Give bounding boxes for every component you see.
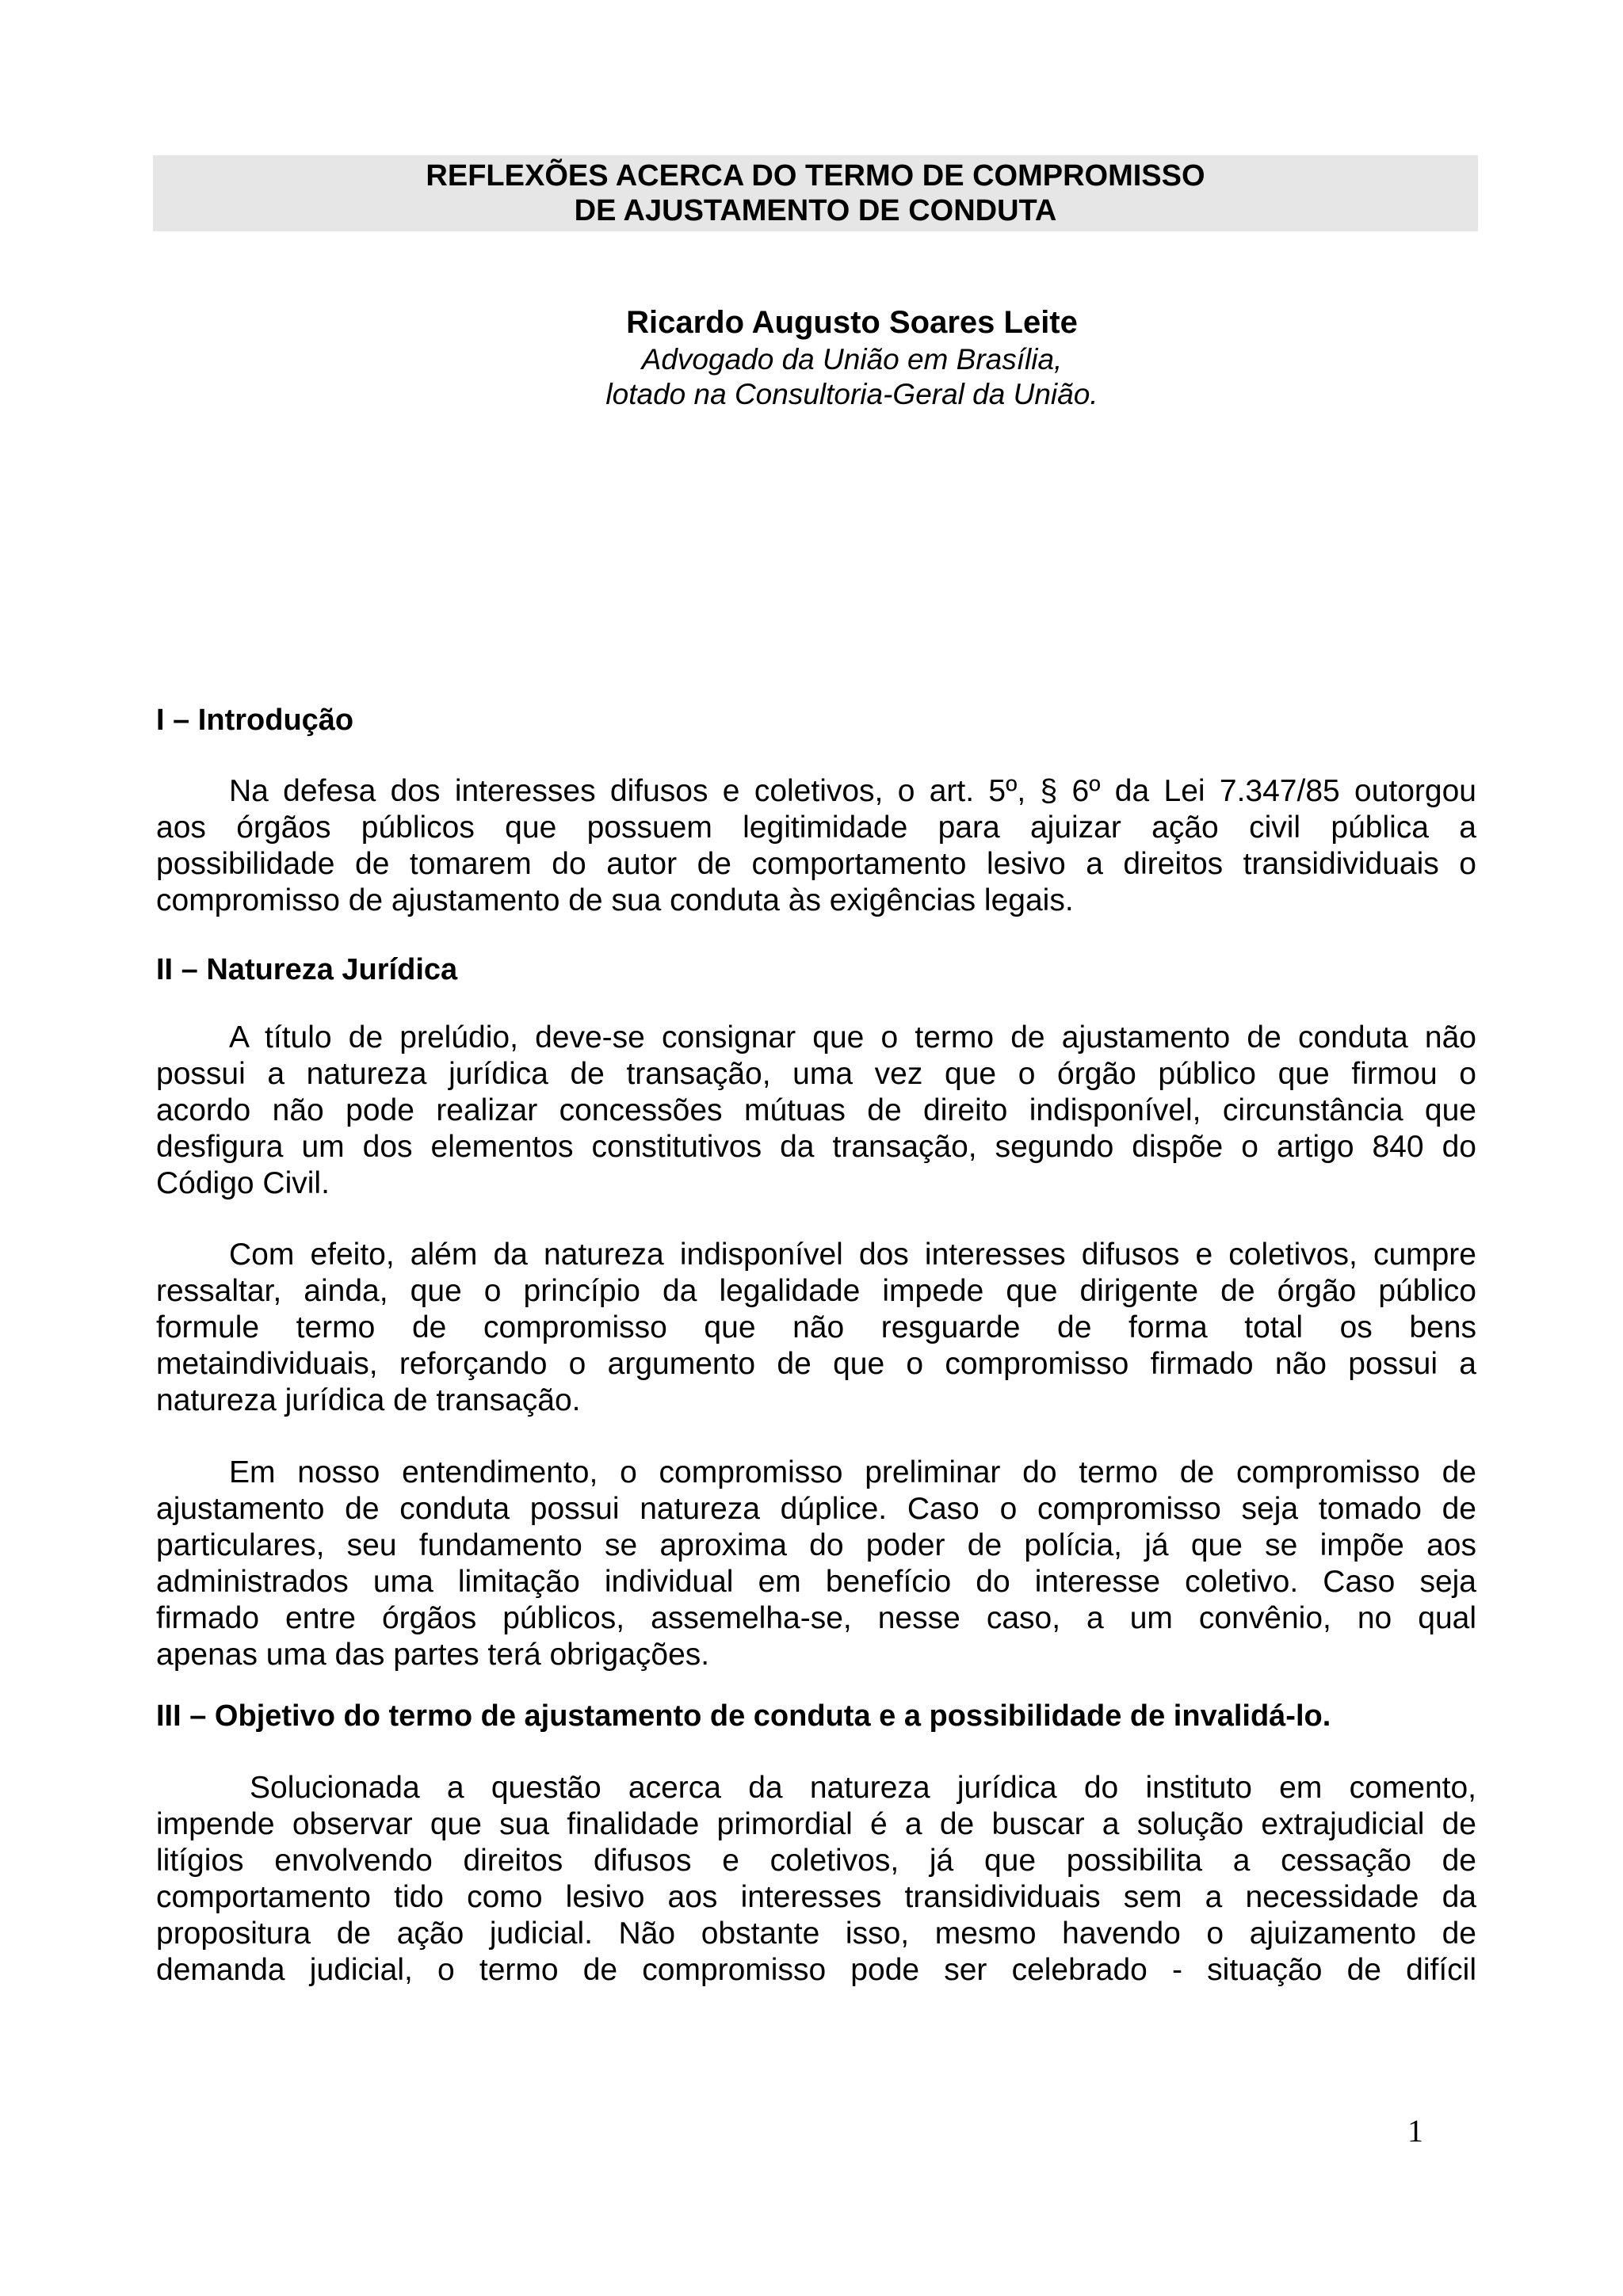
text-line: A título de prelúdio, deve-se consignar que o termo de ajustamento de conduta não — [229, 1020, 1476, 1055]
text-line: acordo não pode realizar concessões mútuas de direito indisponível, circunstância que — [156, 1093, 1476, 1127]
paragraph-introducao — [156, 773, 1476, 919]
text-line: Solucionada a questão acerca da natureza jurídica do instituto em comento, — [250, 1771, 1476, 1805]
text-line: metaindividuais, reforçando o argumento de que o compromisso firmado não possui a — [156, 1347, 1476, 1381]
author-block — [555, 303, 1149, 412]
text-line: compromisso de ajustamento de sua conduta às exigências legais. — [156, 883, 1074, 917]
text-line: formule termo de compromisso que não resguarde de forma total os bens — [156, 1310, 1476, 1344]
author-role-line-1: Advogado da União em Brasília, — [641, 343, 1063, 376]
text-line: particulares, seu fundamento se aproxima do poder de polícia, já que se impõe aos — [156, 1528, 1476, 1562]
text-line: demanda judicial, o termo de compromisso pode ser celebrado - situação de difícil — [156, 1953, 1476, 1987]
text-line: administrados uma limitação individual em benefício do interesse coletivo. Caso seja — [156, 1565, 1476, 1599]
section-heading-objetivo: III – Objetivo do termo de ajustamento de conduta e a possibilidade de invalidá-lo. — [156, 1699, 1331, 1733]
text-line: Em nosso entendimento, o compromisso preliminar do termo de compromisso de — [229, 1455, 1476, 1489]
text-line: propositura de ação judicial. Não obstante isso, mesmo havendo o ajuizamento de — [156, 1917, 1476, 1951]
paragraph-natureza-2 — [156, 1237, 1476, 1419]
title-line-1: REFLEXÕES ACERCA DO TERMO DE COMPROMISSO — [426, 159, 1205, 193]
paragraph-natureza-1 — [156, 1020, 1476, 1202]
text-line: possui a natureza jurídica de transação, uma vez que o órgão público que firmou o — [156, 1057, 1476, 1091]
page-number: 1 — [1407, 2113, 1423, 2149]
section-heading-introducao: I – Introdução — [156, 704, 354, 737]
text-line: aos órgãos públicos que possuem legitimidade para ajuizar ação civil pública a — [156, 810, 1476, 845]
text-line: natureza jurídica de transação. — [156, 1383, 581, 1417]
text-line: Com efeito, além da natureza indisponível dos interesses difusos e coletivos, cumpre — [229, 1238, 1476, 1272]
author-name: Ricardo Augusto Soares Leite — [626, 305, 1078, 340]
text-line: Na defesa dos interesses difusos e coletivos, o art. 5º, § 6º da Lei 7.347/85 outorgou — [229, 774, 1476, 808]
document-title — [153, 155, 1478, 231]
text-line: Código Civil. — [156, 1166, 330, 1200]
text-line: apenas uma das partes terá obrigações. — [156, 1638, 710, 1672]
text-line: firmado entre órgãos públicos, assemelha-se, nesse caso, a um convênio, no qual — [156, 1601, 1476, 1635]
section-heading-natureza-juridica: II – Natureza Jurídica — [156, 953, 458, 986]
text-line: impende observar que sua finalidade primordial é a de buscar a solução extrajudicial de — [156, 1807, 1476, 1841]
title-line-2: DE AJUSTAMENTO DE CONDUTA — [574, 194, 1057, 227]
author-role-line-2: lotado na Consultoria-Geral da União. — [605, 378, 1098, 410]
paragraph-natureza-3 — [156, 1455, 1476, 1673]
text-line: ressaltar, ainda, que o princípio da legalidade impede que dirigente de órgão público — [156, 1274, 1476, 1308]
text-line: possibilidade de tomarem do autor de comportamento lesivo a direitos transidividuais o — [156, 847, 1476, 881]
paragraph-objetivo — [156, 1770, 1476, 1989]
text-line: litígios envolvendo direitos difusos e coletivos, já que possibilita a cessação de — [156, 1844, 1476, 1878]
text-line: comportamento tido como lesivo aos interesses transidividuais sem a necessidade da — [156, 1880, 1476, 1914]
text-line: ajustamento de conduta possui natureza dúplice. Caso o compromisso seja tomado de — [156, 1492, 1476, 1526]
text-line: desfigura um dos elementos constitutivos da transação, segundo dispõe o artigo 840 do — [156, 1130, 1476, 1164]
